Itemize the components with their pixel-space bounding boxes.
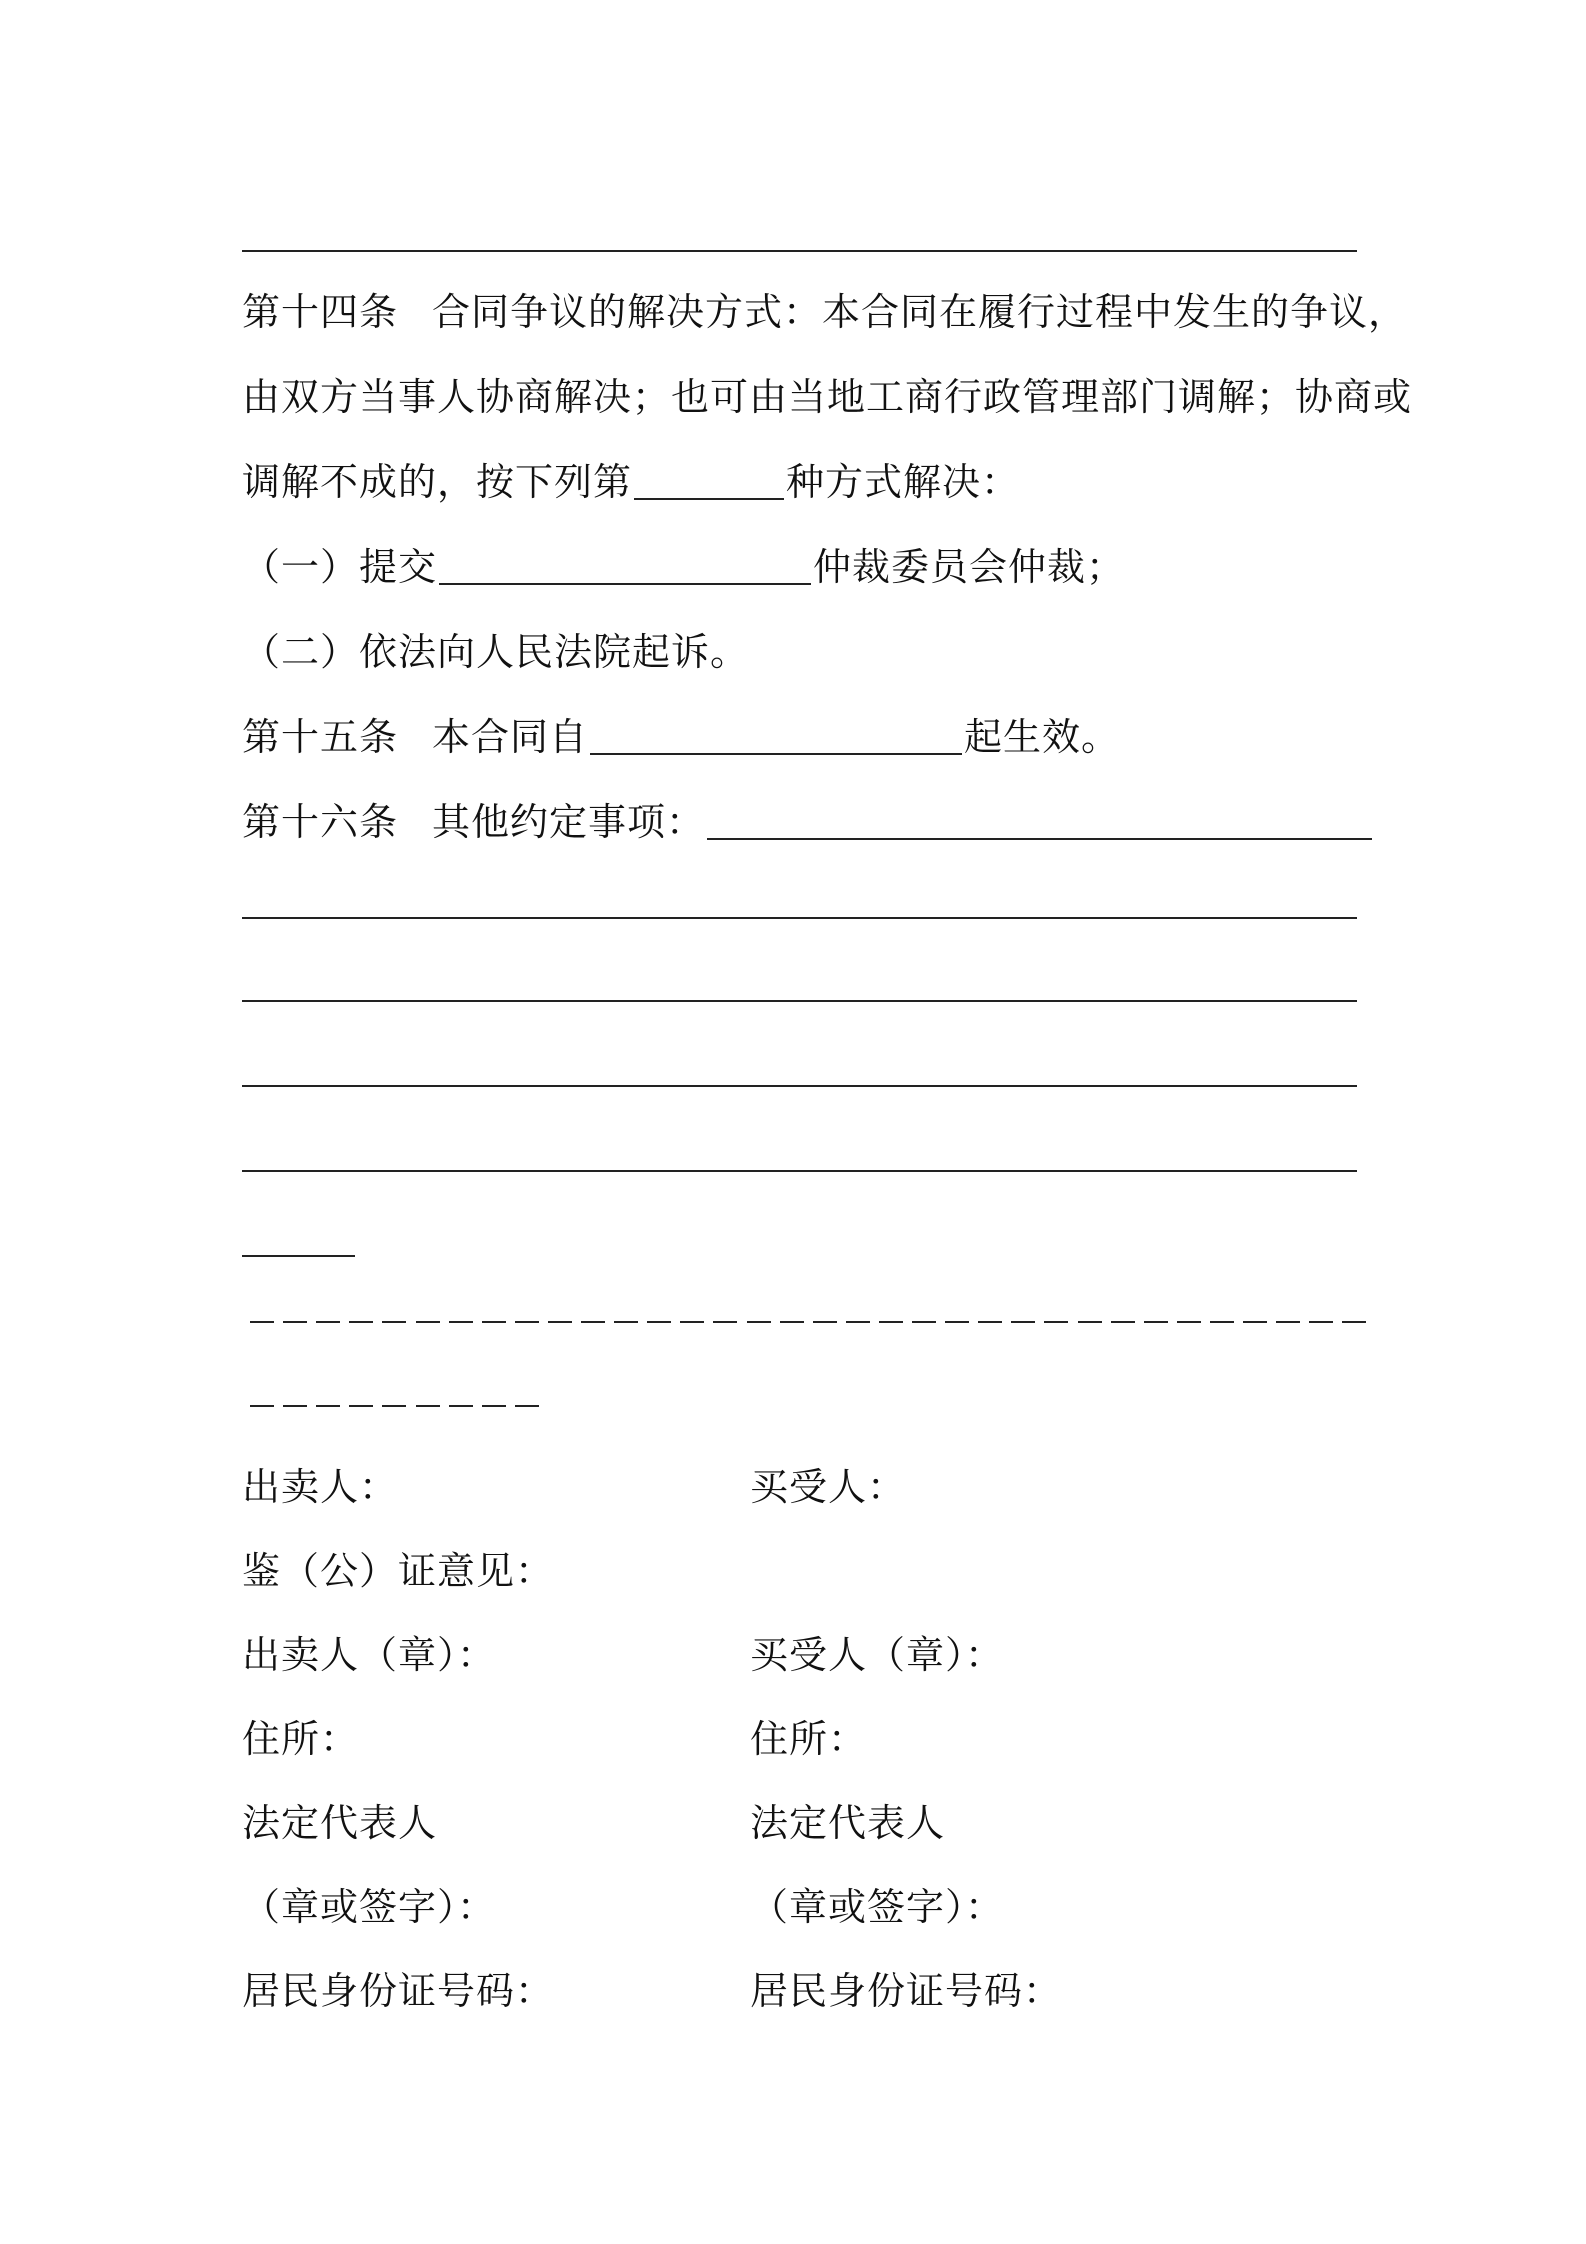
other-matters-blank-6[interactable] <box>242 1255 355 1257</box>
separator-dash <box>416 1321 440 1323</box>
separator-dash <box>1011 1321 1035 1323</box>
separator-dash <box>747 1321 771 1323</box>
article-16-number: 第十六条 <box>242 800 399 844</box>
article-15-text-a: 本合同自 <box>432 715 589 759</box>
separator-dash <box>1276 1321 1300 1323</box>
article-14-number: 第十四条 <box>242 290 399 334</box>
separator-dash <box>449 1321 473 1323</box>
separator-dash <box>482 1405 506 1407</box>
article-14-option-2 <box>242 610 1357 694</box>
separator-dash <box>250 1321 274 1323</box>
separator-dash <box>879 1321 903 1323</box>
article-16-line <box>242 780 1357 864</box>
signature-row-party <box>242 1445 1357 1529</box>
separator-dash <box>515 1405 539 1407</box>
separator-dash <box>283 1405 307 1407</box>
seller-id-label: 居民身份证号码： <box>242 1969 555 2013</box>
separator-dash <box>813 1321 837 1323</box>
separator-dash <box>846 1321 870 1323</box>
signature-row-notary <box>242 1529 1357 1613</box>
separator-dash <box>1144 1321 1168 1323</box>
other-matters-blank-1[interactable] <box>707 780 1372 840</box>
separator-dash <box>1309 1321 1333 1323</box>
other-matters-blank-4[interactable] <box>242 1085 1357 1087</box>
separator-dash <box>713 1321 737 1323</box>
article-14-text-1: 合同争议的解决方式：本合同在履行过程中发生的争议， <box>432 290 1408 334</box>
article-14-option-1 <box>242 525 1357 609</box>
separator-dash <box>548 1321 572 1323</box>
separator-dash <box>515 1321 539 1323</box>
seller-address-label: 住所： <box>242 1717 360 1761</box>
separator-dash <box>250 1405 274 1407</box>
separator-dash <box>316 1405 340 1407</box>
signature-row-id <box>242 1949 1357 2033</box>
separator-dash <box>614 1321 638 1323</box>
buyer-address-label: 住所： <box>750 1717 868 1761</box>
buyer-id-label: 居民身份证号码： <box>750 1969 1063 2013</box>
article-14-text-3a: 调解不成的，按下列第 <box>242 460 633 504</box>
separator-dash <box>978 1321 1002 1323</box>
signature-row-rep <box>242 1781 1357 1865</box>
effective-date-blank[interactable] <box>590 695 962 755</box>
buyer-rep-label: 法定代表人 <box>750 1801 946 1845</box>
separator-dash <box>647 1321 671 1323</box>
separator-dash <box>316 1321 340 1323</box>
separator-dash <box>283 1321 307 1323</box>
separator-dash <box>912 1321 936 1323</box>
article-15-text-b: 起生效。 <box>964 715 1121 759</box>
separator-dash <box>680 1321 704 1323</box>
separator-dash <box>581 1321 605 1323</box>
separator-dash <box>1243 1321 1267 1323</box>
separator-dash <box>482 1321 506 1323</box>
article-14-line-1 <box>242 270 1408 354</box>
seller-rep-label: 法定代表人 <box>242 1801 438 1845</box>
arbitration-commission-blank[interactable] <box>439 525 811 585</box>
separator-dash <box>449 1405 473 1407</box>
separator-dash <box>349 1321 373 1323</box>
seller-seal-label: 出卖人（章）： <box>242 1633 497 1677</box>
method-number-blank[interactable] <box>634 440 784 500</box>
article-14-text-2: 由双方当事人协商解决；也可由当地工商行政管理部门调解；协商或 <box>242 375 1413 419</box>
option-2-text: （二）依法向人民法院起诉。 <box>242 630 750 674</box>
signature-row-sign <box>242 1865 1357 1949</box>
separator-dash <box>1177 1321 1201 1323</box>
other-matters-blank-2[interactable] <box>242 917 1357 919</box>
separator-dash <box>1078 1321 1102 1323</box>
blank-line-top <box>242 250 1357 252</box>
separator-dashes-1 <box>242 1321 1357 1323</box>
separator-dash <box>416 1405 440 1407</box>
separator-dash <box>382 1405 406 1407</box>
buyer-seal-label: 买受人（章）： <box>750 1633 1005 1677</box>
seller-sign-label: （章或签字）： <box>242 1885 497 1929</box>
notary-opinion-label: 鉴（公）证意见： <box>242 1549 555 1593</box>
other-matters-blank-3[interactable] <box>242 1000 1357 1002</box>
article-16-text: 其他约定事项： <box>432 800 706 844</box>
article-15-number: 第十五条 <box>242 715 399 759</box>
other-matters-blank-5[interactable] <box>242 1170 1357 1172</box>
article-15-line <box>242 695 1357 779</box>
article-14-text-3b: 种方式解决： <box>786 460 1021 504</box>
option-1-text-a: （一）提交 <box>242 545 438 589</box>
buyer-label: 买受人： <box>750 1465 907 1509</box>
separator-dash <box>1111 1321 1135 1323</box>
separator-dash <box>382 1321 406 1323</box>
separator-dash <box>1342 1321 1366 1323</box>
option-1-text-b: 仲裁委员会仲裁； <box>813 545 1126 589</box>
separator-dash <box>1210 1321 1234 1323</box>
separator-dash <box>945 1321 969 1323</box>
buyer-sign-label: （章或签字）： <box>750 1885 1005 1929</box>
signature-row-seal <box>242 1613 1357 1697</box>
separator-dash <box>349 1405 373 1407</box>
article-14-line-2 <box>242 355 1413 439</box>
separator-dashes-2 <box>242 1405 542 1407</box>
article-14-line-3 <box>242 440 1357 524</box>
seller-label: 出卖人： <box>242 1465 399 1509</box>
signature-row-address <box>242 1697 1357 1781</box>
separator-dash <box>780 1321 804 1323</box>
separator-dash <box>1044 1321 1068 1323</box>
